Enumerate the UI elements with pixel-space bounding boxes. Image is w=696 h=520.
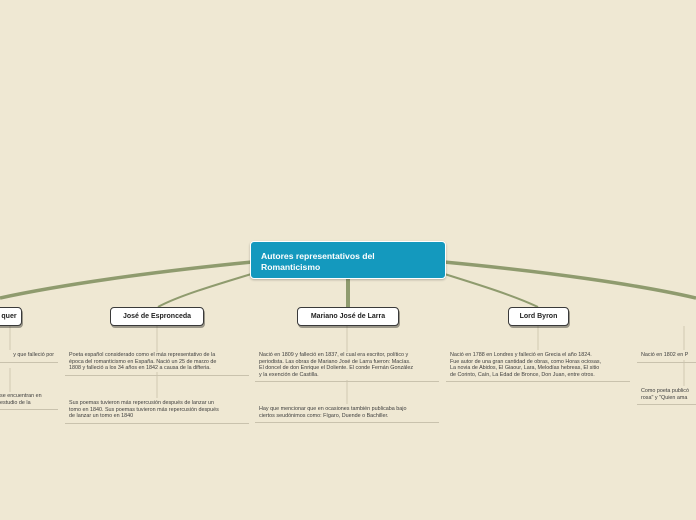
note-line: periodista. Las obras de Mariano José de Larra fueron: Macías. — [259, 358, 411, 365]
note-becquer-2[interactable] — [0, 393, 58, 410]
note-line: tomo en 1840. Sus poemas tuvieron más repercusión después — [69, 406, 219, 413]
note-line: rosa" y "Quien ama — [641, 394, 688, 401]
note-larra-2[interactable] — [255, 406, 439, 423]
note-line: Como poeta publicó — [641, 388, 689, 394]
note-line: se encuentran en — [0, 393, 42, 399]
note-line: de Corinto, Caín, La Edad de Bronce, Don Juan, entre otros. — [450, 371, 595, 378]
central-topic-line2: Romanticismo — [261, 262, 321, 272]
note-line: El doncel de don Enrique el Doliente. El conde Fernán González — [259, 365, 414, 372]
note-line: y que falleció por — [13, 352, 54, 358]
note-line: Nació en 1802 en P — [641, 352, 689, 358]
note-line: ciertos seudónimos como: Fígaro, Duende o Bachiller. — [259, 412, 389, 419]
topic-byron[interactable] — [508, 307, 569, 326]
branch-to-byron — [438, 272, 538, 307]
note-line: Fue autor de una gran cantidad de obras, como Horas ociosas, — [450, 358, 602, 365]
note-espronceda-2[interactable] — [65, 400, 249, 424]
note-larra-1[interactable] — [255, 352, 439, 382]
topic-byron-label: Lord Byron — [519, 313, 558, 320]
note-line: La novia de Abidos, El Giaour, Lara, Melodías hebreas, El sitio — [450, 365, 600, 372]
branch-to-becquer — [0, 262, 252, 298]
note-line: Poeta español considerado como el más representativo de la — [69, 352, 216, 358]
note-line: Sus poemas tuvieron más repercusión después de lanzar un — [69, 400, 215, 406]
branch-to-right-author — [444, 262, 696, 298]
note-line: 1808 y falleció a los 34 años en 1842 a causa de la difteria. — [69, 365, 211, 372]
note-line: Hay que mencionar que en ocasiones también publicaba bajo — [259, 406, 407, 412]
topic-larra-label: Mariano José de Larra — [310, 313, 386, 320]
note-line: estudio de la — [0, 399, 31, 406]
topic-becquer[interactable] — [0, 307, 22, 326]
topic-espronceda-label: José de Espronceda — [122, 313, 192, 320]
topic-becquer-label: quer — [1, 313, 17, 320]
topic-espronceda[interactable] — [110, 307, 204, 326]
topic-larra[interactable] — [297, 307, 399, 326]
note-becquer-1[interactable] — [0, 352, 58, 363]
note-line: época del romanticismo en España. Nació un 25 de marzo de — [69, 358, 217, 365]
branch-to-espronceda — [158, 272, 258, 307]
note-right-2[interactable] — [637, 388, 696, 405]
note-espronceda-1[interactable] — [65, 352, 249, 376]
note-line: y la exención de Castilla. — [259, 371, 319, 378]
note-byron-1[interactable] — [446, 352, 630, 382]
central-topic[interactable] — [250, 241, 446, 279]
note-line: Nació en 1809 y falleció en 1837, el cual era escritor, político y — [259, 352, 409, 358]
central-topic-line1: Autores representativos del — [261, 251, 375, 261]
note-right-1[interactable] — [637, 352, 696, 363]
note-line: Nació en 1788 en Londres y falleció en Grecia el año 1824. — [450, 352, 592, 358]
note-line: de lanzar un tomo en 1840 — [69, 413, 134, 420]
